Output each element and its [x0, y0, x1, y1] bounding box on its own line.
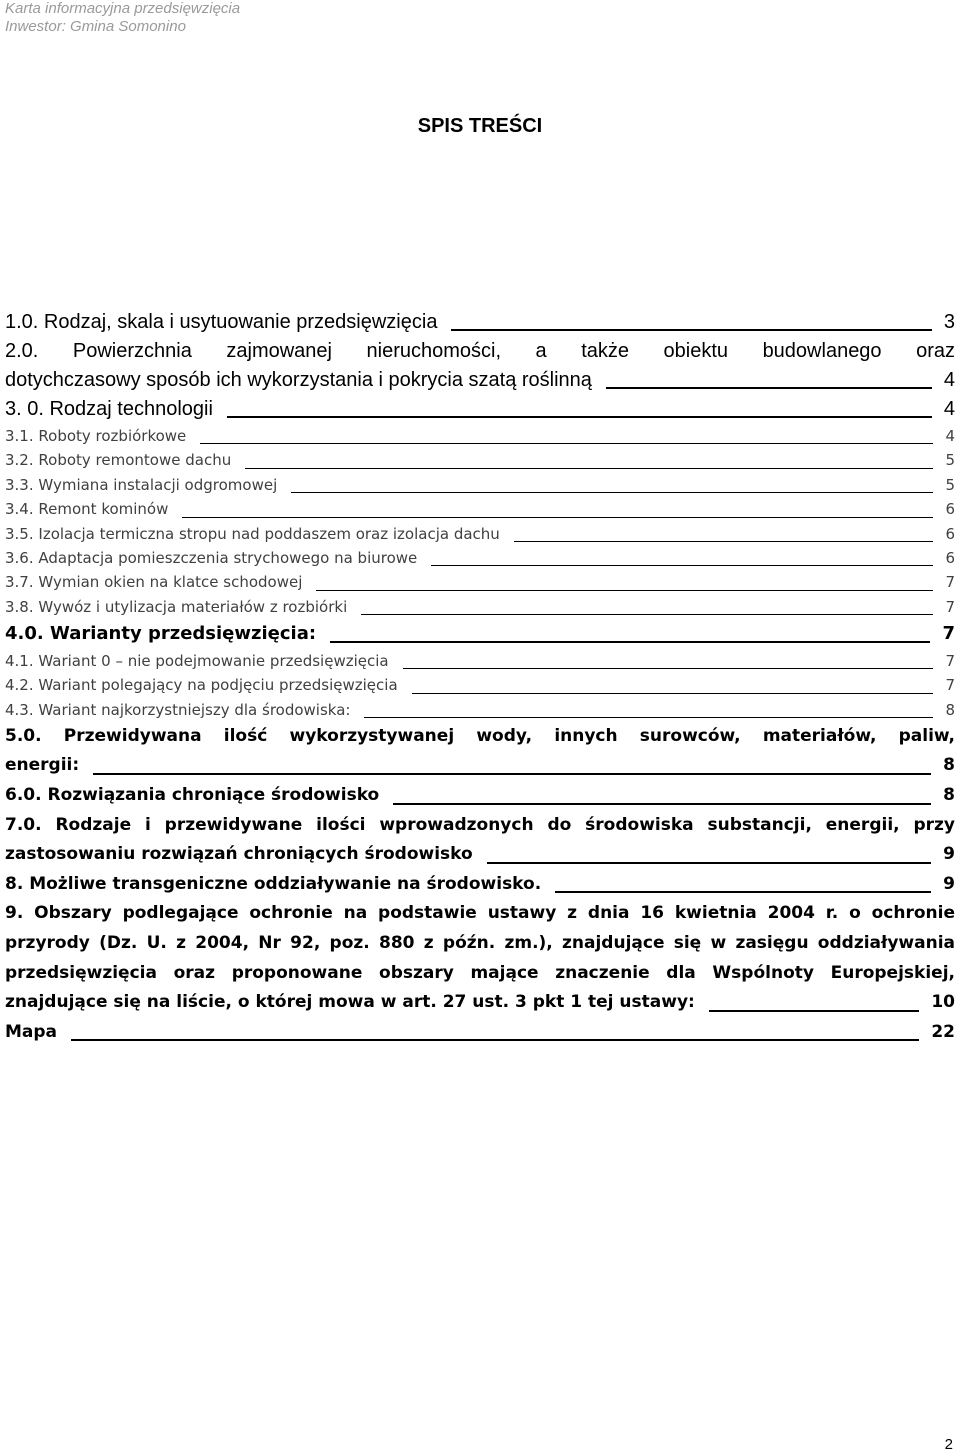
toc-entry-3-7[interactable]: [5, 570, 955, 594]
toc-entry-text: 4.0. Warianty przedsięwzięcia:: [5, 623, 317, 645]
toc-entry-text-line-2: dotychczasowy sposób ich wykorzystania i pokrycia szatą roślinną: [5, 369, 592, 391]
toc-page-number: 9: [943, 873, 955, 894]
page-number: 2: [944, 1436, 953, 1453]
toc-entry-3-1[interactable]: [5, 424, 955, 448]
toc-leader-line: [93, 773, 931, 775]
toc-leader-line: [393, 803, 931, 805]
toc-entry-text-line-2: zastosowaniu rozwiązań chroniących środowisko: [5, 844, 473, 865]
toc-leader-line: [200, 443, 933, 444]
toc-entry-text-line-3: przedsięwzięcia oraz proponowane obszary mające znaczenie dla Wspólnoty Europejskiej,: [5, 962, 955, 983]
toc-page-number: 4: [945, 427, 955, 445]
toc-page-number: 7: [945, 676, 955, 695]
toc-entry-text: 8. Możliwe transgeniczne oddziaływanie na środowisko.: [5, 873, 542, 894]
toc-entry-text: 4.3. Wariant najkorzystniejszy dla środowiska:: [5, 700, 351, 719]
toc-leader-line: [514, 541, 934, 542]
toc-leader-line: [291, 492, 933, 493]
toc-entry-3-3[interactable]: [5, 473, 955, 497]
toc-entry-text: 3.8. Wywóz i utylizacja materiałów z rozbiórki: [5, 597, 348, 616]
toc-page-number: 6: [945, 548, 955, 567]
toc-entry-text: 3.2. Roboty remontowe dachu: [5, 451, 232, 470]
toc-leader-line: [431, 565, 933, 566]
toc-entry-text: 4.1. Wariant 0 – nie podejmowanie przedsięwzięcia: [5, 651, 389, 670]
toc-entry-text-line-1: 7.0. Rodzaje i przewidywane ilości wprowadzonych do środowiska substancji, energii, przy: [5, 814, 955, 835]
toc-leader-line: [330, 641, 930, 643]
toc-entry-3-0[interactable]: [5, 395, 955, 424]
toc-page-number: 6: [945, 524, 955, 543]
toc-page-number: 9: [943, 844, 955, 865]
toc-entry-4-1[interactable]: [5, 649, 955, 673]
toc-entry-text: 3.7. Wymian okien na klatce schodowej: [5, 573, 303, 592]
toc-entry-4-2[interactable]: [5, 673, 955, 697]
toc-entry-4-3[interactable]: [5, 698, 955, 722]
toc-leader-line: [182, 517, 933, 518]
toc-entry-9[interactable]: [5, 899, 955, 1017]
toc-entry-text: 3.6. Adaptacja pomieszczenia strychowego na biurowe: [5, 548, 418, 567]
toc-entry-text: 3. 0. Rodzaj technologii: [5, 398, 213, 420]
toc-leader-line: [606, 387, 932, 389]
toc-entry-3-8[interactable]: [5, 595, 955, 619]
toc-entry-text: 3.5. Izolacja termiczna stropu nad poddaszem oraz izolacja dachu: [5, 524, 500, 543]
toc-entry-1-0[interactable]: [5, 308, 955, 337]
toc-page-number: 10: [931, 992, 955, 1013]
toc-page-number: 7: [945, 573, 955, 592]
toc-leader-line: [403, 668, 934, 669]
toc-page-number: 5: [945, 451, 955, 470]
header-line-2: Inwestor: Gmina Somonino: [5, 18, 186, 35]
toc-page-number: 5: [945, 475, 955, 494]
toc-entry-text: 1.0. Rodzaj, skala i usytuowanie przedsięwzięcia: [5, 311, 438, 333]
toc-entry-text: 6.0. Rozwiązania chroniące środowisko: [5, 785, 380, 806]
toc-leader-line: [709, 1010, 920, 1012]
toc-page-number: 6: [945, 500, 955, 519]
toc-leader-line: [361, 614, 933, 615]
header-line-1: Karta informacyjna przedsięwzięcia: [5, 0, 241, 17]
toc-page-number: 8: [945, 700, 955, 719]
toc-page-number: 7: [945, 651, 955, 670]
toc-entry-3-5[interactable]: [5, 522, 955, 546]
toc-entry-6-0[interactable]: [5, 781, 955, 811]
toc-leader-line: [316, 590, 933, 591]
toc-entry-text-line-1: 5.0. Przewidywana ilość wykorzystywanej wody, innych surowców, materiałów, paliw,: [5, 725, 955, 746]
toc-entry-text-line-4: znajdujące się na liście, o której mowa w art. 27 ust. 3 pkt 1 tej ustawy:: [5, 992, 695, 1013]
toc-leader-line: [412, 693, 934, 694]
toc-entry-mapa[interactable]: [5, 1018, 955, 1048]
toc-page-number: 7: [945, 597, 955, 616]
toc-page-number: 4: [943, 398, 955, 420]
toc-entry-text: 3.1. Roboty rozbiórkowe: [5, 427, 187, 445]
toc-entry-7-0[interactable]: [5, 811, 955, 870]
toc-entry-2-0[interactable]: [5, 337, 955, 395]
toc-leader-line: [245, 468, 933, 469]
toc-entry-4-0[interactable]: [5, 619, 955, 649]
toc-page-number: 4: [943, 369, 955, 391]
toc-entry-5-0[interactable]: [5, 722, 955, 781]
toc-entry-text-line-2: energii:: [5, 755, 80, 776]
toc-entry-3-2[interactable]: [5, 448, 955, 472]
toc-entry-text-line-1: 2.0. Powierzchnia zajmowanej nieruchomości, a także obiektu budowlanego oraz: [5, 340, 955, 362]
toc-leader-line: [71, 1039, 919, 1041]
toc-entry-text: 4.2. Wariant polegający na podjęciu przedsięwzięcia: [5, 676, 398, 695]
toc-page-number: 8: [943, 785, 955, 806]
toc-entry-text: 3.3. Wymiana instalacji odgromowej: [5, 475, 278, 494]
toc-leader-line: [487, 862, 931, 864]
toc-page-number: 3: [943, 311, 955, 333]
toc-leader-line: [451, 329, 931, 331]
toc-entry-text-line-2: przyrody (Dz. U. z 2004, Nr 92, poz. 880 z późn. zm.), znajdujące się w zasięgu oddziaływania: [5, 933, 955, 954]
toc-entry-text: Mapa: [5, 1021, 58, 1042]
toc-entry-3-6[interactable]: [5, 546, 955, 570]
toc-page-number: 8: [943, 755, 955, 776]
toc-entry-8[interactable]: [5, 870, 955, 900]
toc-page-number: 22: [931, 1021, 955, 1042]
table-of-contents: [5, 308, 955, 1047]
toc-entry-text: 3.4. Remont kominów: [5, 500, 169, 519]
document-header: [5, 0, 240, 36]
toc-entry-3-4[interactable]: [5, 497, 955, 521]
toc-leader-line: [227, 416, 932, 418]
toc-leader-line: [364, 717, 933, 718]
toc-entry-text-line-1: 9. Obszary podlegające ochronie na podstawie ustawy z dnia 16 kwietnia 2004 r. o ochronie: [5, 903, 955, 924]
toc-leader-line: [555, 891, 931, 893]
toc-page-number: 7: [942, 623, 955, 645]
page-title: SPIS TREŚCI: [417, 115, 543, 137]
